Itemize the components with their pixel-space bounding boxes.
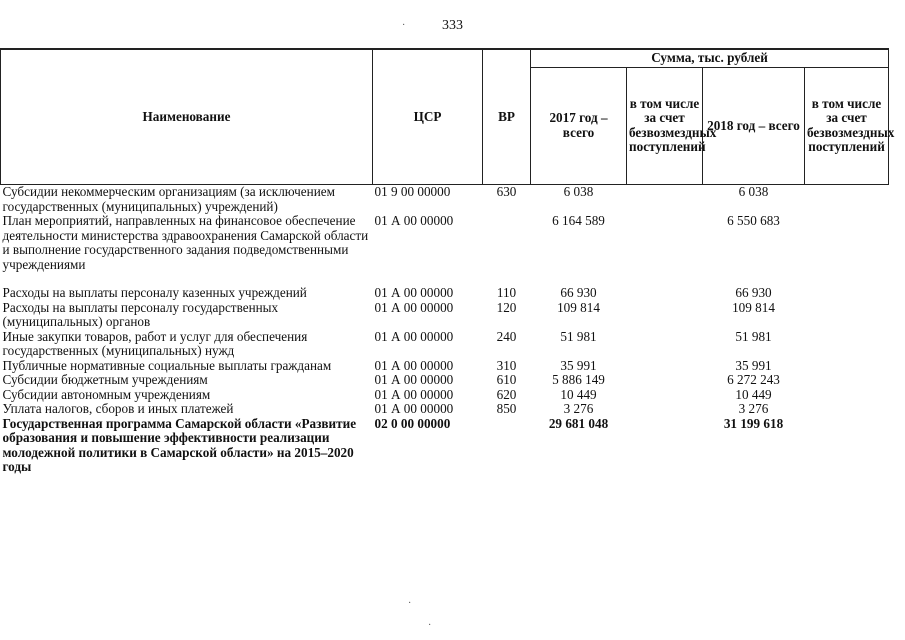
row-csr: 01 А 00 00000: [374, 386, 454, 402]
row-2017-free: [627, 373, 703, 388]
row-2018-total: 6 550 683: [727, 213, 780, 228]
row-2017-free: [627, 417, 703, 475]
row-2017-total: 10 449: [560, 386, 597, 402]
page-number: 333: [442, 18, 463, 33]
table-row: [1, 359, 889, 374]
row-vr: [483, 214, 531, 286]
row-csr: 01 А 00 00000: [374, 299, 454, 315]
row-csr: 01 А 00 00000: [374, 285, 454, 300]
table-row-program-total: [1, 417, 889, 475]
row-csr: 01 9 00 00000: [374, 184, 451, 199]
row-csr: 01 А 00 00000: [374, 372, 454, 387]
row-2017-total: 6 164 589: [552, 213, 605, 228]
row-vr: 630: [496, 184, 517, 199]
row-2017-free: [627, 185, 703, 215]
header-name: Наименование: [1, 49, 373, 185]
row-2018-total: 109 814: [732, 299, 775, 315]
row-name: Иные закупки товаров, работ и услуг для обеспечения государственных (муниципальных) нужд: [2, 328, 308, 358]
header-2017-free: в том числе за счет безвозмездных поступлений: [627, 67, 703, 185]
header-csr: ЦСР: [373, 49, 483, 185]
row-2017-free: [627, 359, 703, 374]
table-row: [1, 402, 889, 417]
row-2018-free: [805, 417, 889, 475]
row-2017-free: [627, 286, 703, 301]
row-vr: 240: [496, 328, 517, 344]
row-2018-free: [805, 185, 889, 215]
scan-speck: ·: [408, 598, 412, 609]
row-2018-free: [805, 214, 889, 286]
row-2017-total: 66 930: [560, 285, 597, 300]
table-row: [1, 373, 889, 388]
table-row: [1, 301, 889, 330]
row-vr: 110: [496, 285, 517, 300]
row-name: Расходы на выплаты персоналу государственных (муниципальных) органов: [2, 299, 279, 329]
row-2017-free: [627, 214, 703, 286]
row-2018-free: [805, 301, 889, 330]
row-2017-total: 6 038: [563, 184, 594, 199]
row-2018-free: [805, 286, 889, 301]
row-vr: 620: [496, 386, 517, 402]
row-2018-total: 51 981: [735, 328, 772, 344]
table-row: [1, 286, 889, 301]
scan-speck: ·: [428, 620, 432, 631]
row-vr: 120: [496, 299, 517, 315]
row-2017-free: [627, 388, 703, 403]
row-2017-total: 109 814: [557, 299, 600, 315]
row-2017-free: [627, 402, 703, 417]
row-vr: [483, 417, 531, 475]
row-2018-free: [805, 388, 889, 403]
scan-speck: ·: [402, 20, 406, 31]
table-row: [1, 330, 889, 359]
table-row: [1, 388, 889, 403]
row-2017-total: 35 991: [560, 357, 597, 373]
row-csr: 02 0 00 00000: [374, 415, 451, 431]
row-2017-total: 29 681 048: [548, 415, 609, 431]
row-2018-total: 35 991: [735, 357, 772, 373]
row-2018-total: 6 272 243: [727, 372, 780, 387]
header-sum-group: Сумма, тыс. рублей: [531, 49, 889, 67]
row-2018-free: [805, 373, 889, 388]
row-csr: 01 А 00 00000: [374, 328, 454, 344]
row-name: Субсидии некоммерческим организациям (за исключением государственных (муниципальных) учреждений): [2, 184, 335, 214]
header-vr: ВР: [483, 49, 531, 185]
table-row: [1, 214, 889, 286]
budget-table: [0, 48, 895, 475]
table-row: [1, 185, 889, 215]
row-2018-free: [805, 330, 889, 359]
row-2018-free: [805, 359, 889, 374]
row-2018-total: 6 038: [738, 184, 769, 199]
header-2017-total: 2017 год – всего: [531, 67, 627, 185]
row-vr: 610: [496, 372, 517, 387]
row-vr: 850: [496, 401, 517, 416]
row-2017-free: [627, 330, 703, 359]
row-csr: 01 А 00 00000: [374, 357, 454, 373]
row-name: Расходы на выплаты персоналу казенных учреждений: [2, 285, 307, 300]
row-name: Субсидии автономным учреждениям: [2, 386, 211, 402]
row-name: Публичные нормативные социальные выплаты гражданам: [2, 357, 332, 373]
row-csr: 01 А 00 00000: [374, 401, 454, 416]
row-2017-free: [627, 301, 703, 330]
header-2018-free: в том числе за счет безвозмездных поступлений: [805, 67, 889, 185]
row-name: Уплата налогов, сборов и иных платежей: [2, 401, 234, 416]
row-2017-total: 5 886 149: [552, 372, 605, 387]
row-vr: 310: [496, 357, 517, 373]
row-2017-total: 3 276: [563, 401, 594, 416]
row-2018-total: 10 449: [735, 386, 772, 402]
row-2017-total: 51 981: [560, 328, 597, 344]
row-2018-free: [805, 402, 889, 417]
row-name: Субсидии бюджетным учреждениям: [2, 372, 208, 387]
row-name: План мероприятий, направленных на финансовое обеспечение деятельности министерства здравоохранения Самарской области и выполнение государственного задания подведомственными учреждениями: [2, 213, 369, 272]
row-2018-total: 66 930: [735, 285, 772, 300]
row-2018-total: 3 276: [738, 401, 769, 416]
row-csr: 01 А 00 00000: [374, 213, 454, 228]
header-2018-total: 2018 год – всего: [703, 67, 805, 185]
row-2018-total: 31 199 618: [723, 415, 784, 431]
row-name: Государственная программа Самарской области «Развитие образования и повышение эффективности реализации молодежной политики в Самарской области» на 2015–2020 годы: [2, 415, 357, 474]
